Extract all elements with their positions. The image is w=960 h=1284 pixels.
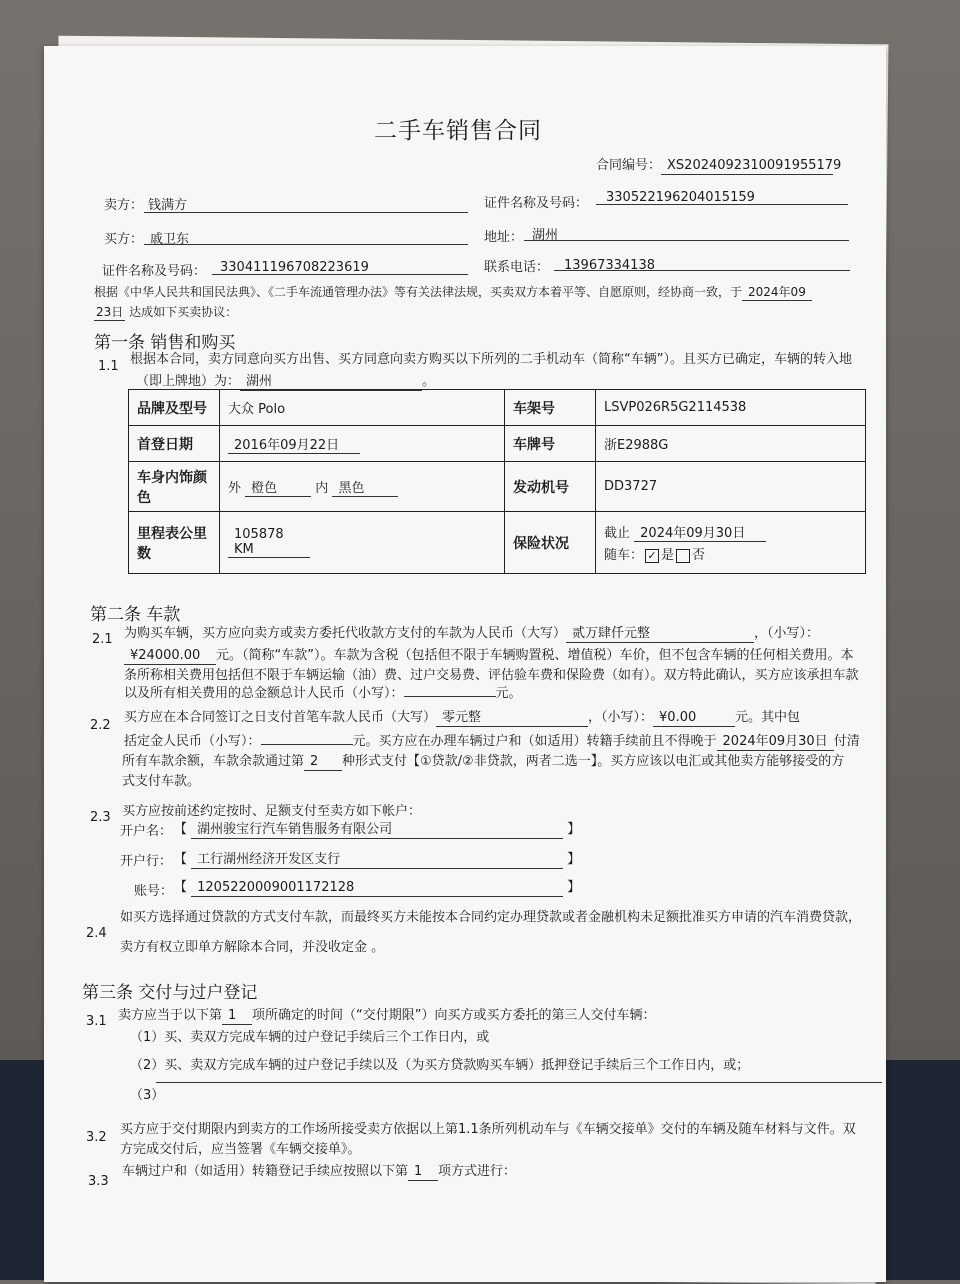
- clause-2-1-line1: [124, 626, 819, 643]
- clause-1-1-line2: （即上牌地）为： 湖州 。: [136, 374, 436, 389]
- article1-title: 第一条 销售和购买: [94, 333, 236, 353]
- clause-2-4-line1: 如买方选择通过贷款的方式支付车款，而最终买方未能按本合同约定办理贷款或者金融机构未足额批准买方申请的汽车消费贷款，: [120, 910, 862, 925]
- clause-2-4-no: 2.4: [86, 926, 107, 941]
- clause-2-2-text-h: 种形式支付【①贷款/②非贷款，两者二选一】。买方应该以电汇或其他卖方能够接受的方: [342, 754, 845, 769]
- clause-3-2-line2: 方完成交付后，应当签署《车辆交接单》。: [120, 1142, 361, 1157]
- account-no-label: 账号：: [134, 884, 174, 899]
- clause-2-2-text-b: ，（小写）：: [588, 710, 654, 725]
- clause-2-3-line1: 买方应按前述约定按时、足额支付至卖方如下帐户：: [122, 804, 422, 819]
- insurance-follow-row: [604, 544, 857, 563]
- clause-3-1-no: 3.1: [86, 1014, 107, 1029]
- clause-3-3-line1: [122, 1164, 516, 1181]
- clause-2-2-line1: [124, 710, 800, 727]
- insurance-follow-label: 随车：: [604, 548, 644, 563]
- table-row: [129, 426, 866, 462]
- first-payment-upper: 零元整: [436, 710, 588, 727]
- plate-label: 车牌号: [505, 426, 596, 462]
- color-cell: [220, 462, 505, 512]
- clause-2-2-text-a: 买方应在本合同签订之日支付首笔车款人民币（大写）: [124, 710, 437, 725]
- vehicle-info-table: [128, 389, 866, 574]
- account-name: 湖州骏宝行汽车销售服务有限公司: [191, 822, 563, 839]
- document-title: 二手车销售合同: [374, 118, 542, 144]
- brand-label: 品牌及型号: [129, 390, 220, 426]
- seller-label: 卖方：: [104, 198, 144, 213]
- reg-date-value: 2016年09月22日: [228, 434, 360, 454]
- preamble-text: 根据《中华人民共和国民法典》、《二手车流通管理办法》等有关法律法规，买卖双方本着平等、自愿原则，经协商一致，于: [94, 285, 743, 299]
- preamble-text-2: 达成如下买卖协议：: [129, 305, 238, 319]
- no-checkbox[interactable]: [676, 549, 690, 563]
- buyer-underline: [144, 244, 468, 245]
- clause-2-1-text-c: 元。（简称“车款”）。车款为含税（包括但不限于车辆购置税、增值税）车价，但不包含车辆的任何相关费用。本: [216, 648, 854, 663]
- delivery-option: 1: [222, 1008, 252, 1025]
- seller-id-label: 证件名称及号码：: [484, 196, 589, 211]
- exterior-color: 橙色: [245, 477, 311, 497]
- clause-2-2-text-g: 所有车款余额，车款余款通过第: [122, 754, 305, 769]
- seller-id-underline: [596, 204, 848, 205]
- price-upper: 贰万肆仟元整: [566, 626, 754, 643]
- clause-3-1-text-b: 项所确定的时间（“交付期限”）向买方或买方委托的第三人交付车辆：: [252, 1008, 656, 1023]
- clause-3-3-no: 3.3: [88, 1174, 109, 1189]
- exterior-label: 外: [228, 480, 242, 496]
- clause-2-1-text-a: 为购买车辆，买方应向卖方或卖方委托代收款方支付的车款为人民币（大写）: [124, 626, 567, 641]
- total-amount-blank: [404, 696, 496, 697]
- seller-name: 钱满方: [148, 198, 188, 213]
- clause-3-1-item2: （2）买、卖双方完成车辆的过户登记手续以及（为买方贷款购买车辆）抵押登记手续后三个工作日内，或；: [130, 1058, 750, 1073]
- agreement-date-a: 2024年09: [742, 284, 812, 301]
- insurance-date: 2024年09月30日: [634, 522, 766, 542]
- clause-1-1-line1: 根据本合同，卖方同意向买方出售、买方同意向卖方购买以下所列的二手机动车（简称“车辆”）。且买方已确定，车辆的转入地: [130, 352, 852, 367]
- odometer-label: 里程表公里数: [129, 512, 220, 574]
- bank-name: 工行湖州经济开发区支行: [191, 852, 563, 869]
- buyer-phone-underline: [554, 270, 850, 271]
- clause-2-3-no: 2.3: [90, 810, 111, 825]
- seller-id-value: 330522196204015159: [606, 190, 755, 205]
- transfer-option: 1: [408, 1164, 438, 1181]
- insurance-cell: [596, 512, 866, 574]
- buyer-label: 买方：: [104, 232, 144, 247]
- clause-3-1-item3-line: [156, 1082, 882, 1083]
- bank-row: 【 工行湖州经济开发区支行 】: [174, 852, 581, 867]
- buyer-id-value: 330411196708223619: [220, 260, 369, 275]
- insurance-label: 保险状况: [505, 512, 596, 574]
- account-no: 1205220009001172128: [191, 880, 563, 897]
- table-row: [129, 462, 866, 512]
- odometer-value: 105878 KM: [228, 527, 310, 558]
- yes-label: 是: [661, 548, 675, 563]
- no-label: 否: [692, 548, 706, 563]
- buyer-id-underline: [212, 274, 468, 275]
- plate-value: 浙E2988G: [596, 426, 866, 462]
- insurance-until-row: [604, 522, 857, 542]
- engine-value: DD3727: [596, 462, 866, 512]
- odometer-cell: [220, 512, 505, 574]
- vin-value: LSVP026R5G2114538: [596, 390, 866, 426]
- clause-2-2-text-c: 元。其中包: [735, 710, 801, 725]
- buyer-phone-label: 联系电话：: [484, 260, 550, 275]
- color-label: 车身内饰颜色: [129, 462, 220, 512]
- contract-no-value: XS20240923100919551​79: [661, 158, 833, 175]
- clause-2-2-line2: [124, 734, 860, 751]
- reg-date-label: 首登日期: [129, 426, 220, 462]
- clause-2-1-line3: 条所称相关费用包括但不限于车辆运输（油）费、过户交易费、评估验车费和保险费（如有）。双方特此确认，买方应该承担车款: [124, 668, 859, 683]
- buyer-id-label: 证件名称及号码：: [102, 264, 207, 279]
- contract-no-row: [596, 158, 842, 175]
- clause-2-2-line3: [122, 754, 844, 771]
- clause-3-1-item1: （1）买、卖双方完成车辆的过户登记手续后三个工作日内，或: [130, 1030, 490, 1045]
- table-row: [129, 390, 866, 426]
- buyer-addr-underline: [524, 240, 849, 241]
- clause-2-1-line2: [124, 648, 853, 665]
- contract-no-label: 合同编号：: [596, 158, 662, 173]
- deposit-blank: [261, 744, 353, 745]
- payment-option: 2: [304, 754, 342, 771]
- account-name-label: 开户名：: [120, 824, 173, 839]
- clause-1-1-no: 1.1: [98, 359, 119, 374]
- clause-2-2-no: 2.2: [90, 718, 111, 733]
- reg-date-cell: [220, 426, 505, 462]
- engine-label: 发动机号: [505, 462, 596, 512]
- price-lower: ¥24000.00: [124, 648, 216, 665]
- clause-2-2-line4: 式支付车款。: [122, 774, 201, 789]
- buyer-addr-label: 地址：: [484, 230, 524, 245]
- buyer-name: 戚卫东: [150, 232, 190, 247]
- clause-2-2-text-e: 元。买方应在办理车辆过户和（如适用）转籍手续前且不得晚于: [352, 734, 717, 749]
- clause-2-1-text-f: 元。: [495, 686, 522, 701]
- table-row: [129, 512, 866, 574]
- bank-label: 开户行：: [120, 854, 173, 869]
- first-payment-lower: ¥0.00: [653, 710, 735, 727]
- final-payment-date: 2024年09月30日: [717, 734, 834, 751]
- clause-3-1-line1: [118, 1008, 656, 1025]
- clause-3-2-no: 3.2: [86, 1130, 107, 1145]
- yes-checkbox[interactable]: ✓: [645, 549, 659, 563]
- clause-2-2-text-f: 付清: [833, 734, 860, 749]
- article3-title: 第三条 交付与过户登记: [82, 983, 258, 1003]
- article2-title: 第二条 车款: [90, 605, 181, 625]
- preamble-line2: [94, 304, 237, 321]
- brand-value: 大众 Polo: [220, 390, 505, 426]
- transfer-place-label: （即上牌地）为：: [136, 374, 241, 389]
- interior-label: 内: [315, 480, 329, 496]
- clause-3-2-line1: 买方应于交付期限内到卖方的工作场所接受卖方依据以上第1.1条所列机动车与《车辆交接单》交付的车辆及随车材料与文件。双: [120, 1122, 856, 1137]
- interior-color: 黑色: [332, 477, 398, 497]
- preamble-line1: [94, 284, 812, 301]
- clause-3-3-text-a: 车辆过户和（如适用）转籍登记手续应按照以下第: [122, 1164, 409, 1179]
- clause-2-1-line4: [124, 686, 522, 702]
- buyer-phone-value: 13967334138: [564, 258, 655, 273]
- clause-2-1-text-e: 以及所有相关费用的总金额总计人民币（小写）：: [124, 686, 404, 701]
- contract-document: [44, 46, 886, 1282]
- agreement-date-b: 23日: [96, 305, 124, 319]
- clause-3-3-text-b: 项方式进行：: [438, 1164, 517, 1179]
- clause-3-1-text-a: 卖方应当于以下第: [118, 1008, 223, 1023]
- vin-label: 车架号: [505, 390, 596, 426]
- buyer-addr-value: 湖州: [532, 228, 559, 243]
- clause-2-1-no: 2.1: [92, 632, 113, 647]
- clause-3-1-item3: （3）: [130, 1088, 165, 1103]
- transfer-place: 湖州: [240, 374, 422, 391]
- clause-2-4-line2: 卖方有权立即单方解除本合同，并没收定金 。: [120, 940, 385, 955]
- account-no-row: 【 1205220009001172128 】: [174, 880, 581, 895]
- clause-2-1-text-b: ，（小写）：: [754, 626, 820, 641]
- account-name-row: 【 湖州骏宝行汽车销售服务有限公司 】: [174, 822, 581, 837]
- insurance-until-label: 截止: [604, 526, 631, 541]
- clause-2-2-text-d: 括定金人民币（小写）：: [124, 734, 261, 749]
- seller-underline: [144, 212, 468, 213]
